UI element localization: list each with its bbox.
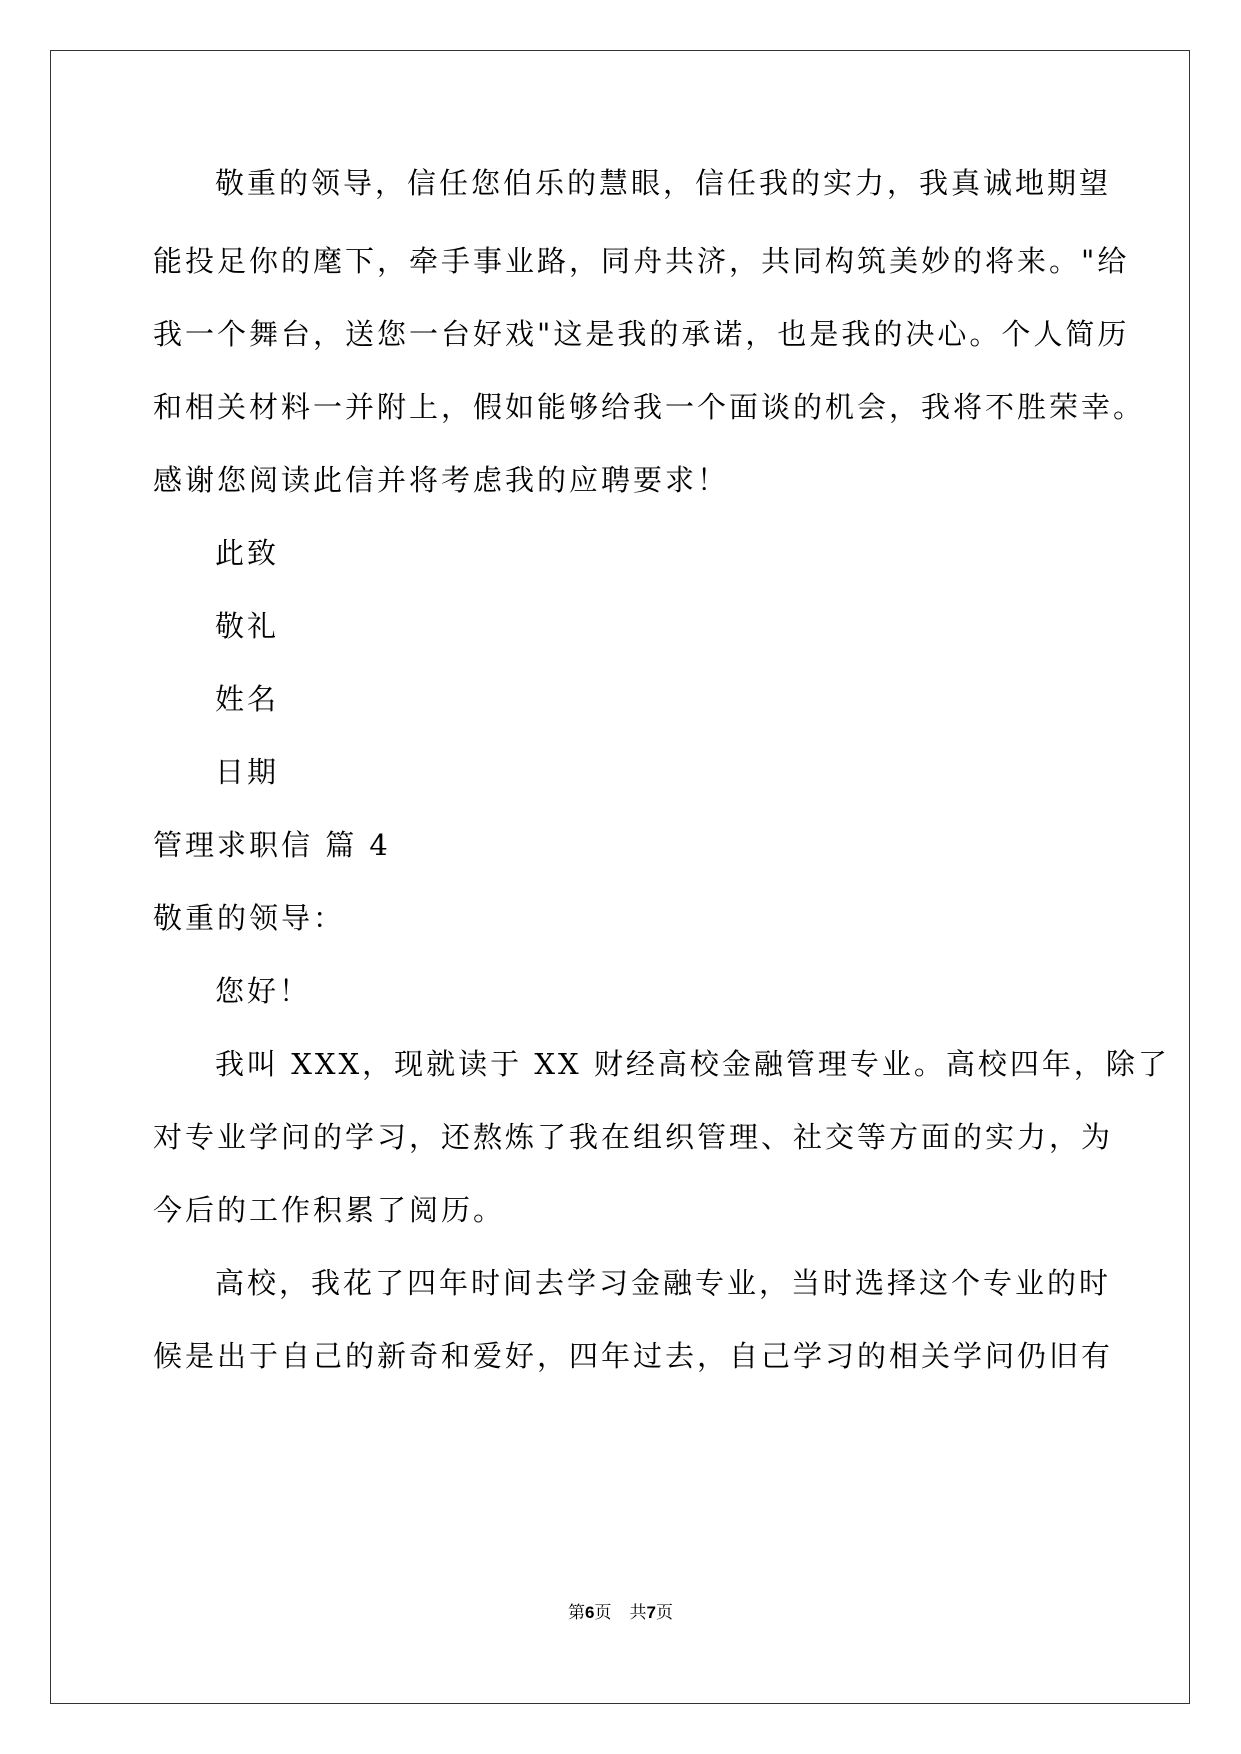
paragraph-line: 敬重的领导，信任您伯乐的慧眼，信任我的实力，我真诚地期望 — [215, 166, 1112, 200]
page-border — [50, 50, 1190, 1704]
paragraph-line: 我叫 XXX，现就读于 XX 财经高校金融管理专业。高校四年，除了 — [215, 1047, 1170, 1081]
page-footer — [0, 1598, 1241, 1623]
paragraph-line: 对专业学问的学习，还熬炼了我在组织管理、社交等方面的实力，为 — [153, 1120, 1114, 1154]
page-total: 7 — [646, 1603, 656, 1622]
page-current: 6 — [585, 1603, 595, 1622]
signature-name: 姓名 — [215, 682, 280, 716]
paragraph-line: 高校，我花了四年时间去学习金融专业，当时选择这个专业的时 — [215, 1266, 1112, 1300]
page-suffix: 页 — [594, 1603, 612, 1623]
page-prefix: 第 — [568, 1603, 586, 1623]
letter-hello: 您好！ — [215, 974, 312, 1008]
paragraph-line: 和相关材料一并附上，假如能够给我一个面谈的机会，我将不胜荣幸。 — [153, 390, 1146, 424]
signature-date: 日期 — [215, 755, 280, 789]
paragraph-line: 候是出于自己的新奇和爱好，四年过去，自己学习的相关学问仍旧有 — [153, 1339, 1114, 1373]
section-heading: 管理求职信 篇 4 — [153, 828, 391, 862]
total-suffix: 页 — [655, 1603, 673, 1623]
paragraph-line: 感谢您阅读此信并将考虑我的应聘要求！ — [153, 463, 730, 497]
paragraph-line: 我一个舞台，送您一台好戏"这是我的承诺，也是我的决心。个人简历 — [153, 317, 1130, 351]
letter-greeting: 敬重的领导： — [153, 901, 346, 935]
closing-regards: 敬礼 — [215, 609, 280, 643]
paragraph-line: 能投足你的麾下，牵手事业路，同舟共济，共同构筑美妙的将来。"给 — [153, 244, 1130, 278]
paragraph-line: 今后的工作积累了阅历。 — [153, 1193, 506, 1227]
total-prefix: 共 — [629, 1603, 647, 1623]
closing-salutation: 此致 — [215, 536, 280, 570]
